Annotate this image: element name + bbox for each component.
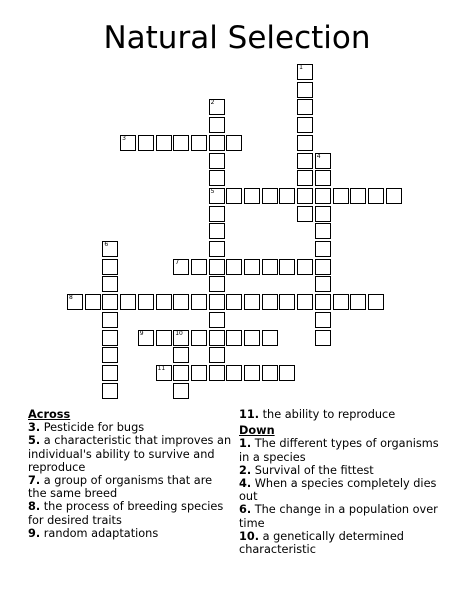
clue-number: 10.	[239, 529, 260, 543]
crossword-cell[interactable]	[262, 365, 278, 381]
crossword-cell[interactable]	[191, 294, 207, 310]
cell-number: 7	[175, 258, 180, 266]
clue-number: 5.	[28, 434, 41, 448]
cell-number: 4	[316, 152, 321, 160]
across-clue-8	[28, 500, 234, 526]
crossword-cell[interactable]	[244, 259, 260, 275]
across-heading: Across	[28, 408, 71, 421]
clue-number: 9.	[28, 526, 41, 540]
clue-number: 2.	[239, 463, 252, 477]
crossword-cell[interactable]	[315, 259, 331, 275]
crossword-cell[interactable]	[226, 294, 242, 310]
crossword-cell[interactable]	[315, 223, 331, 239]
crossword-cell[interactable]	[315, 330, 331, 346]
clue-number: 6.	[239, 503, 252, 517]
crossword-cell[interactable]	[209, 99, 225, 115]
crossword-cell[interactable]	[120, 135, 136, 151]
cell-number: 2	[210, 99, 215, 107]
crossword-cell[interactable]	[262, 188, 278, 204]
crossword-cell[interactable]	[262, 330, 278, 346]
crossword-cell[interactable]	[244, 365, 260, 381]
crossword-cell[interactable]	[315, 206, 331, 222]
crossword-cell[interactable]	[209, 347, 225, 363]
crossword-cell[interactable]	[297, 188, 313, 204]
clue-text: Pesticide for bugs	[43, 421, 145, 435]
crossword-cell[interactable]	[173, 383, 189, 399]
crossword-cell[interactable]	[173, 135, 189, 151]
crossword-cell[interactable]	[297, 259, 313, 275]
crossword-cell[interactable]	[386, 188, 402, 204]
cell-number: 10	[175, 329, 183, 337]
crossword-cell[interactable]	[226, 259, 242, 275]
crossword-cell[interactable]	[333, 188, 349, 204]
crossword-cell[interactable]	[138, 294, 154, 310]
cell-number: 11	[157, 364, 166, 372]
clue-number: 11.	[239, 408, 260, 421]
across-clue-5	[28, 434, 234, 474]
clue-text: random adaptations	[43, 526, 159, 540]
crossword-cell[interactable]	[315, 170, 331, 186]
clue-text: a group of organisms that are the same breed	[28, 474, 213, 501]
crossword-cell[interactable]	[262, 294, 278, 310]
crossword-cell[interactable]	[209, 206, 225, 222]
crossword-cell[interactable]	[279, 259, 295, 275]
down-clue-10	[239, 530, 439, 556]
crossword-cell[interactable]	[297, 117, 313, 133]
across-clue-11	[239, 408, 439, 421]
crossword-cell[interactable]	[279, 188, 295, 204]
cell-number: 5	[210, 187, 215, 195]
crossword-cell[interactable]	[244, 188, 260, 204]
clue-number: 4.	[239, 477, 252, 491]
crossword-cell[interactable]	[297, 82, 313, 98]
crossword-cell[interactable]	[368, 188, 384, 204]
crossword-cell[interactable]	[209, 294, 225, 310]
crossword-cell[interactable]	[209, 276, 225, 292]
crossword-cell[interactable]	[226, 365, 242, 381]
crossword-cell[interactable]	[138, 135, 154, 151]
crossword-cell[interactable]	[315, 294, 331, 310]
clue-number: 1.	[239, 437, 252, 451]
across-clue-3	[28, 421, 234, 434]
crossword-cell[interactable]	[156, 365, 172, 381]
crossword-cell[interactable]	[120, 294, 136, 310]
clue-number: 3.	[28, 421, 41, 435]
crossword-cell[interactable]	[102, 347, 118, 363]
crossword-cell[interactable]	[315, 276, 331, 292]
crossword-cell[interactable]	[226, 330, 242, 346]
crossword-cell[interactable]	[209, 259, 225, 275]
crossword-cell[interactable]	[262, 259, 278, 275]
crossword-cell[interactable]	[315, 153, 331, 169]
crossword-cell[interactable]	[226, 135, 242, 151]
clues-right-column	[239, 408, 439, 556]
clue-text: a genetically determined characteristic	[239, 529, 404, 557]
crossword-cell[interactable]	[191, 135, 207, 151]
clue-text: the process of breeding species for desired traits	[28, 500, 224, 527]
crossword-cell[interactable]	[279, 365, 295, 381]
crossword-cell[interactable]	[85, 294, 101, 310]
crossword-cell[interactable]	[102, 294, 118, 310]
crossword-cell[interactable]	[173, 365, 189, 381]
crossword-cell[interactable]	[67, 294, 83, 310]
down-clue-6	[239, 503, 439, 529]
crossword-cell[interactable]	[102, 276, 118, 292]
page-title: Natural Selection	[103, 20, 371, 56]
crossword-cell[interactable]	[209, 170, 225, 186]
crossword-cell[interactable]	[102, 330, 118, 346]
down-clue-4	[239, 477, 439, 503]
clue-number: 7.	[28, 474, 41, 488]
clue-text: The change in a population over time	[239, 503, 438, 530]
crossword-cell[interactable]	[297, 64, 313, 80]
crossword-cell[interactable]	[315, 312, 331, 328]
crossword-cell[interactable]	[333, 294, 349, 310]
crossword-cell[interactable]	[350, 294, 366, 310]
crossword-cell[interactable]	[209, 153, 225, 169]
crossword-cell[interactable]	[209, 312, 225, 328]
clue-text: The different types of organisms in a species	[239, 437, 439, 464]
crossword-cell[interactable]	[209, 135, 225, 151]
cell-number: 8	[69, 294, 73, 302]
crossword-cell[interactable]	[368, 294, 384, 310]
clue-text: When a species completely dies out	[239, 477, 437, 504]
crossword-cell[interactable]	[226, 188, 242, 204]
clue-text: Survival of the fittest	[254, 463, 374, 477]
crossword-cell[interactable]	[315, 188, 331, 204]
crossword-cell[interactable]	[102, 259, 118, 275]
down-clue-1	[239, 437, 439, 463]
crossword-cell[interactable]	[102, 365, 118, 381]
crossword-cell[interactable]	[209, 365, 225, 381]
crossword-cell[interactable]	[209, 241, 225, 257]
crossword-cell[interactable]	[297, 170, 313, 186]
crossword-cell[interactable]	[297, 99, 313, 115]
crossword-cell[interactable]	[102, 383, 118, 399]
crossword-cell[interactable]	[315, 241, 331, 257]
crossword-cell[interactable]	[209, 117, 225, 133]
clues-left-column	[28, 408, 234, 540]
crossword-cell[interactable]	[156, 330, 172, 346]
crossword-cell[interactable]	[102, 241, 118, 257]
crossword-cell[interactable]	[156, 294, 172, 310]
crossword-cell[interactable]	[297, 135, 313, 151]
down-clue-2	[239, 464, 439, 477]
across-clue-9	[28, 527, 234, 540]
crossword-cell[interactable]	[173, 259, 189, 275]
clue-number: 8.	[28, 500, 41, 514]
across-clue-7	[28, 474, 234, 500]
cell-number: 1	[299, 64, 303, 71]
down-heading: Down	[239, 424, 275, 438]
crossword-cell[interactable]	[173, 330, 189, 346]
crossword-cell[interactable]	[297, 153, 313, 169]
crossword-cell[interactable]	[173, 347, 189, 363]
crossword-cell[interactable]	[173, 294, 189, 310]
crossword-cell[interactable]	[209, 188, 225, 204]
crossword-cell[interactable]	[297, 294, 313, 310]
crossword-cell[interactable]	[191, 330, 207, 346]
cell-number: 9	[139, 329, 144, 337]
crossword-cell[interactable]	[156, 135, 172, 151]
crossword-cell[interactable]	[102, 312, 118, 328]
crossword-cell[interactable]	[297, 206, 313, 222]
crossword-cell[interactable]	[350, 188, 366, 204]
crossword-cell[interactable]	[244, 294, 260, 310]
crossword-cell[interactable]	[209, 223, 225, 239]
crossword-cell[interactable]	[279, 294, 295, 310]
cell-number: 6	[104, 241, 109, 248]
crossword-cell[interactable]	[191, 365, 207, 381]
crossword-cell[interactable]	[244, 330, 260, 346]
crossword-cell[interactable]	[138, 330, 154, 346]
cell-number: 3	[122, 134, 126, 142]
crossword-cell[interactable]	[209, 330, 225, 346]
clue-text: a characteristic that improves an individual's ability to survive and reproduce	[28, 434, 232, 474]
crossword-cell[interactable]	[191, 259, 207, 275]
clue-text: the ability to reproduce	[262, 408, 396, 421]
